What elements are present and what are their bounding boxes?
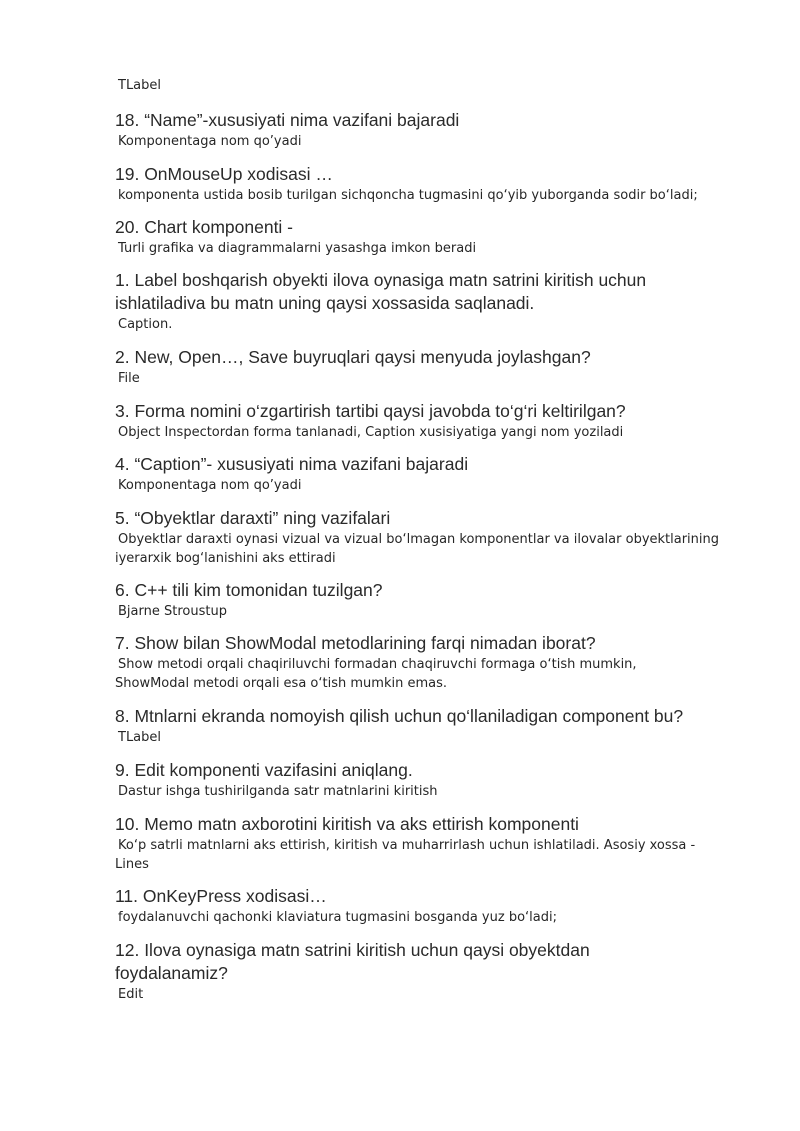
- question-block: [115, 939, 725, 1004]
- answer-text: TLabel: [118, 730, 162, 745]
- answer-text: foydalanuvchi qachonki klaviatura tugmasini bosganda yuz bo‘ladi;: [118, 910, 557, 925]
- answer-text: Bjarne Stroustup: [118, 604, 227, 619]
- question-block: [115, 163, 725, 205]
- question-block: [115, 216, 725, 258]
- question-text: 11. OnKeyPress xodisasi…: [115, 886, 327, 906]
- question-text: 6. C++ tili kim tomonidan tuzilgan?: [115, 580, 383, 600]
- question-text: 3. Forma nomini o‘zgartirish tartibi qaysi javobda to‘g‘ri keltirilgan?: [115, 401, 626, 421]
- answer-text: Obyektlar daraxti oynasi vizual va vizual bo‘lmagan komponentlar va ilovalar obyektlarining iyerarxik bog‘lanishini aks ettiradi: [115, 532, 720, 566]
- answer-text: komponenta ustida bosib turilgan sichqoncha tugmasini qo‘yib yuborganda sodir bo‘ladi;: [118, 188, 698, 203]
- answer-text: TLabel: [118, 78, 162, 93]
- question-text: 4. “Caption”- xususiyati nima vazifani bajaradi: [115, 454, 469, 474]
- question-block: [115, 269, 725, 334]
- question-block: [115, 346, 725, 388]
- question-block: [115, 109, 725, 151]
- answer-text: Edit: [118, 987, 144, 1002]
- question-text: 9. Edit komponenti vazifasini aniqlang.: [115, 760, 413, 780]
- answer-text: Show metodi orqali chaqiriluvchi formadan chaqiruvchi formaga o‘tish mumkin, ShowModal metodi orqali esa o‘tish mumkin emas.: [115, 657, 637, 691]
- question-text: 12. Ilova oynasiga matn satrini kiritish uchun qaysi obyektdan foydalanamiz?: [115, 940, 590, 983]
- question-block: [115, 885, 725, 927]
- answer-text: Turli grafika va diagrammalarni yasashga imkon beradi: [118, 241, 477, 256]
- answer-text: File: [118, 371, 140, 386]
- answer-text: Caption.: [118, 317, 173, 332]
- answer-text: Komponentaga nom qo’yadi: [118, 478, 302, 493]
- question-block: [115, 759, 725, 801]
- question-text: 18. “Name”-xususiyati nima vazifani bajaradi: [115, 110, 460, 130]
- question-text: 7. Show bilan ShowModal metodlarining farqi nimadan iborat?: [115, 633, 596, 653]
- answer-text: Dastur ishga tushirilganda satr matnlarini kiritish: [118, 784, 438, 799]
- question-block: [115, 400, 725, 442]
- question-block: [115, 507, 725, 568]
- question-text: 5. “Obyektlar daraxti” ning vazifalari: [115, 508, 391, 528]
- question-text: 2. New, Open…, Save buyruqlari qaysi menyuda joylashgan?: [115, 347, 591, 367]
- answer-text: Komponentaga nom qo’yadi: [118, 134, 302, 149]
- question-text: 8. Mtnlarni ekranda nomoyish qilish uchun qo‘llaniladigan component bu?: [115, 706, 684, 726]
- question-block: [115, 579, 725, 621]
- answer-text: Object Inspectordan forma tanlanadi, Caption xusisiyatiga yangi nom yoziladi: [118, 425, 624, 440]
- question-block: [115, 453, 725, 495]
- question-text: 20. Chart komponenti -: [115, 217, 294, 237]
- question-block: [115, 813, 725, 874]
- answer-text: Ko‘p satrli matnlarni aks ettirish, kiritish va muharrirlash uchun ishlatiladi. Asosiy xossa - Lines: [115, 838, 696, 872]
- question-text: 1. Label boshqarish obyekti ilova oynasiga matn satrini kiritish uchun ishlatiladiva bu matn uning qaysi xossasida saqlanadi.: [115, 270, 647, 313]
- question-block: [115, 632, 725, 693]
- question-block: [115, 705, 725, 747]
- question-text: 10. Memo matn axborotini kiritish va aks ettirish komponenti: [115, 814, 579, 834]
- question-text: 19. OnMouseUp xodisasi …: [115, 164, 333, 184]
